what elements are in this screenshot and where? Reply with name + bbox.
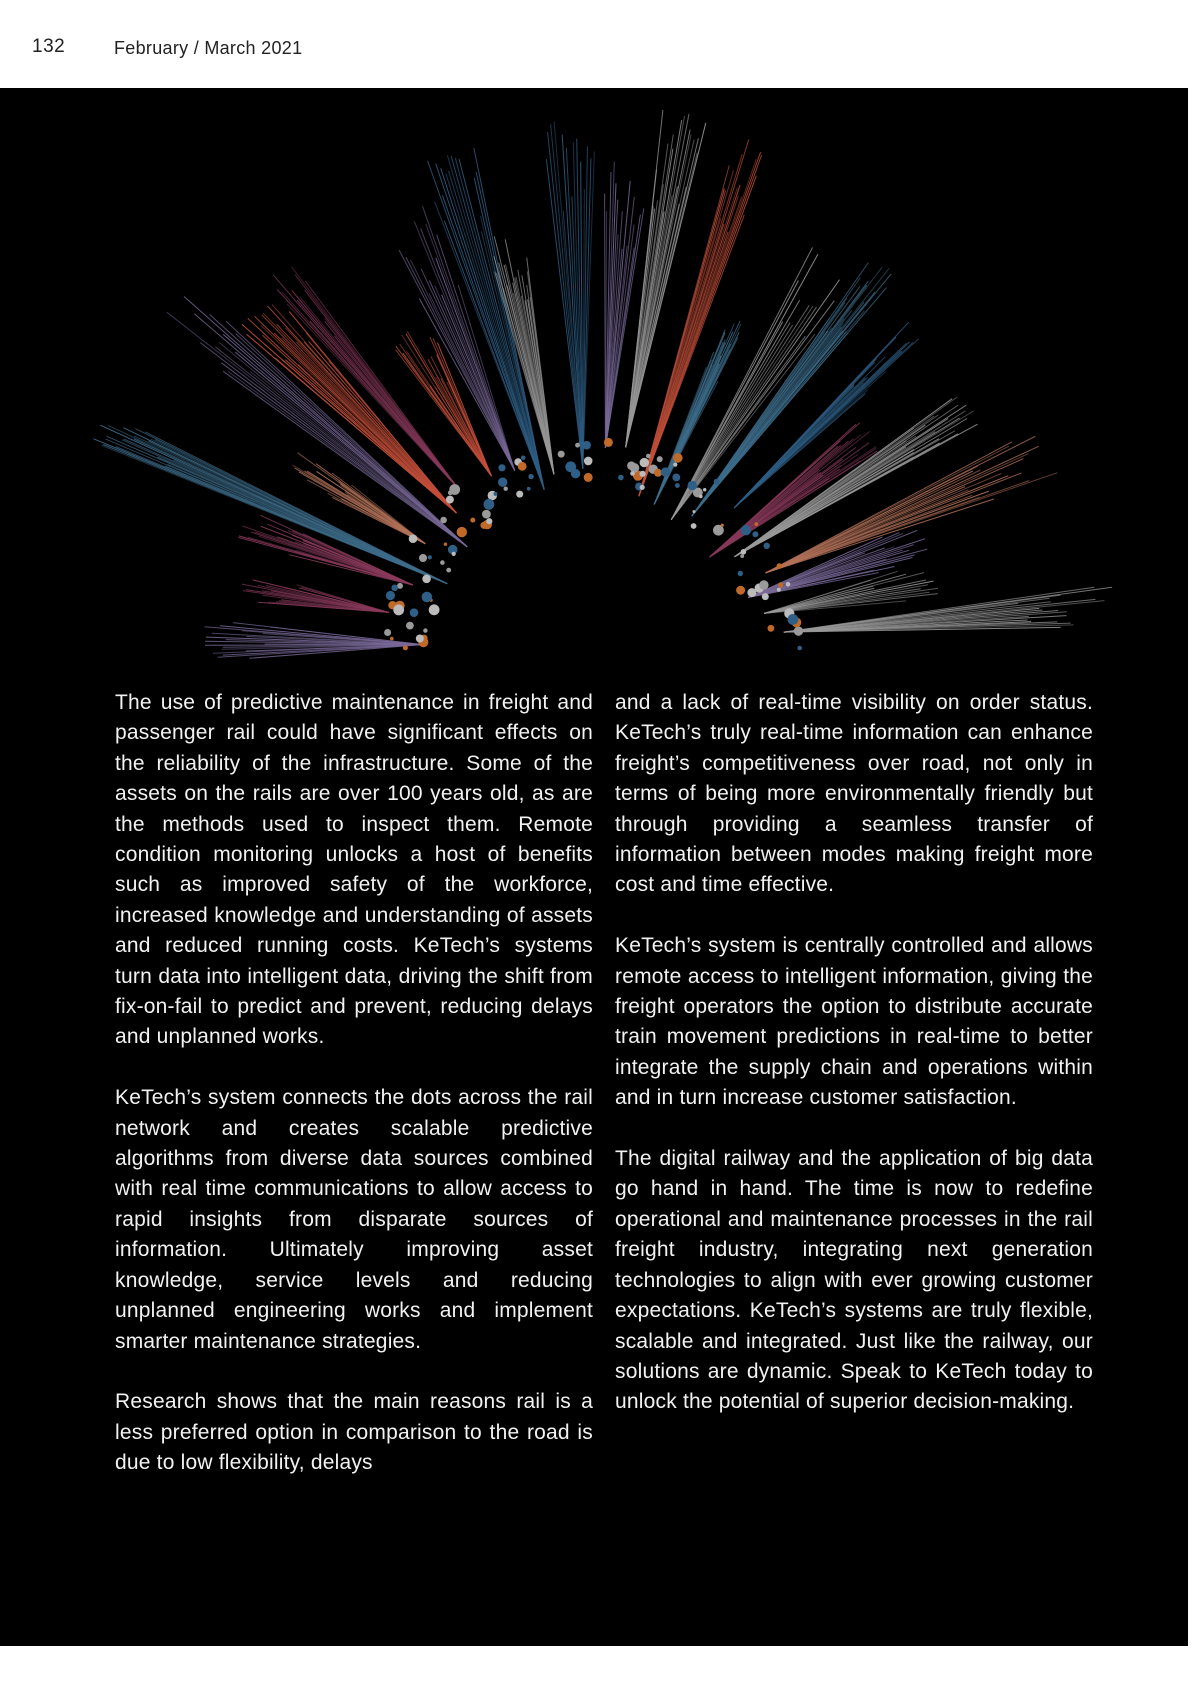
node-dot (714, 479, 720, 485)
node-dot (457, 527, 467, 537)
page-header (0, 0, 1200, 88)
node-dot (518, 462, 527, 471)
fan-ray (210, 314, 468, 546)
node-dot (762, 593, 769, 600)
node-dot (494, 492, 498, 496)
radial-data-visualisation (0, 88, 1188, 688)
node-dot (571, 469, 580, 478)
node-dot (422, 592, 433, 603)
node-dot (575, 443, 580, 448)
node-dot (640, 471, 646, 477)
node-dot (794, 626, 803, 635)
paragraph: The digital railway and the application of big data go hand in hand. The time is now to redefine operational and maintenance processes in the rail freight industry, integrating next generation technologies to align with ever growing customer expectations. KeTech’s systems are truly flexible, scalable and integrated. Just like the railway, our solutions are dynamic. Speak to KeTech today to unlock the potential of superior decision-making. (615, 1147, 1093, 1414)
node-dot (423, 628, 427, 632)
node-dot (409, 534, 418, 543)
node-dot (480, 522, 487, 529)
paragraph: The use of predictive maintenance in freight and passenger rail could have significant effects on the reliability of the infrastructure. Some of the assets on the rails are over 100 years old, as are the methods used to inspect them. Remote condition monitoring unlocks a host of benefits such as improved safety of the workforce, increased knowledge and understanding of assets and reduced running costs. KeTech’s systems turn data into intelligent data, driving the shift from fix-on-fail to predict and prevent, reducing delays and unplanned works. (115, 691, 593, 1049)
node-dot (646, 454, 651, 459)
node-dot (759, 580, 768, 589)
node-dot (764, 543, 770, 549)
node-dot (654, 469, 662, 477)
node-dot (777, 563, 783, 569)
node-dot (741, 525, 751, 535)
paragraph: KeTech’s system connects the dots across the rail network and creates scalable predictive algorithms from diverse data sources combined with real time communications to allow access to rapid insights from disparate sources of information. Ultimately improving asset knowledge, service levels and reducing unplanned engineering works and implement smarter maintenance strategies. (115, 1086, 593, 1353)
node-dot (406, 622, 414, 630)
node-dot (393, 605, 404, 616)
node-dot (640, 485, 645, 490)
node-dot (754, 522, 758, 526)
node-dot (584, 473, 593, 482)
node-dot (521, 456, 526, 461)
node-dot (736, 586, 745, 595)
node-dot (673, 453, 683, 463)
node-dot (528, 474, 533, 479)
page-number: 132 (32, 36, 66, 57)
node-dot (444, 543, 447, 546)
node-dot (429, 604, 440, 615)
article-panel (0, 88, 1188, 1646)
node-dot (797, 646, 802, 651)
node-dot (788, 614, 799, 625)
node-dot (693, 510, 696, 513)
node-dot (741, 549, 747, 555)
node-dot (721, 524, 724, 527)
node-dot (498, 478, 507, 487)
node-dot (673, 463, 677, 467)
node-dot (440, 560, 445, 565)
node-dots (384, 438, 803, 650)
node-dot (452, 552, 456, 556)
node-dot (486, 518, 492, 524)
node-dot (390, 637, 394, 641)
node-dot (675, 483, 680, 488)
node-dot (738, 571, 743, 576)
node-dot (777, 588, 781, 592)
node-dot (672, 474, 680, 482)
node-dot (484, 499, 495, 510)
node-dot (627, 461, 636, 470)
node-dot (703, 488, 706, 491)
node-dot (584, 457, 593, 466)
node-dot (416, 635, 424, 643)
node-dot (618, 475, 624, 481)
node-dot (604, 438, 613, 447)
node-dot (470, 518, 475, 523)
fan-ray (654, 381, 718, 504)
node-dot (516, 491, 523, 498)
node-dot (630, 471, 635, 476)
node-dot (768, 625, 775, 632)
node-dot (786, 582, 791, 587)
article-right-column (615, 688, 1093, 1448)
node-dot (688, 481, 698, 491)
node-dot (582, 441, 591, 450)
node-dot (448, 490, 453, 495)
node-dot (446, 496, 454, 504)
node-dot (640, 458, 649, 467)
node-dot (410, 608, 419, 617)
fan-ray (563, 211, 583, 469)
node-dot (440, 517, 447, 524)
node-dot (386, 591, 395, 600)
node-dot (446, 568, 451, 573)
node-dot (699, 495, 703, 499)
node-dot (752, 531, 758, 537)
issue-date: February / March 2021 (114, 38, 303, 58)
node-dot (422, 575, 431, 584)
node-dot (527, 487, 531, 491)
node-dot (558, 451, 565, 458)
fan-ray (200, 343, 467, 547)
node-dot (657, 456, 663, 462)
node-dot (691, 523, 697, 529)
paragraph: and a lack of real-time visibility on order status. KeTech’s truly real-time information can enhance freight’s competitiveness over road, not only in terms of being more environmentally friendly but through providing a seamless transfer of information between modes making freight more cost and time effective. (615, 691, 1093, 897)
paragraph: Research shows that the main reasons rail is a less preferred option in comparison to the road is due to low flexibility, delays (115, 1390, 593, 1475)
fan-rays (94, 110, 1113, 658)
fan-ray (226, 321, 467, 547)
node-dot (384, 629, 391, 636)
node-dot (419, 554, 427, 562)
node-dot (498, 464, 505, 471)
node-dot (661, 467, 670, 476)
node-dot (391, 585, 398, 592)
node-dot (504, 487, 508, 491)
article-left-column (115, 688, 593, 1509)
node-dot (778, 582, 783, 587)
fan-ray (546, 159, 582, 468)
node-dot (403, 645, 408, 650)
node-dot (740, 554, 744, 558)
node-dot (482, 510, 491, 519)
node-dot (428, 555, 432, 559)
paragraph: KeTech’s system is centrally controlled and allows remote access to intelligent information, giving the freight operators the option to distribute accurate train movement predictions in real-time to better integrate the supply chain and operations within and in turn increase customer satisfaction. (615, 934, 1093, 1110)
